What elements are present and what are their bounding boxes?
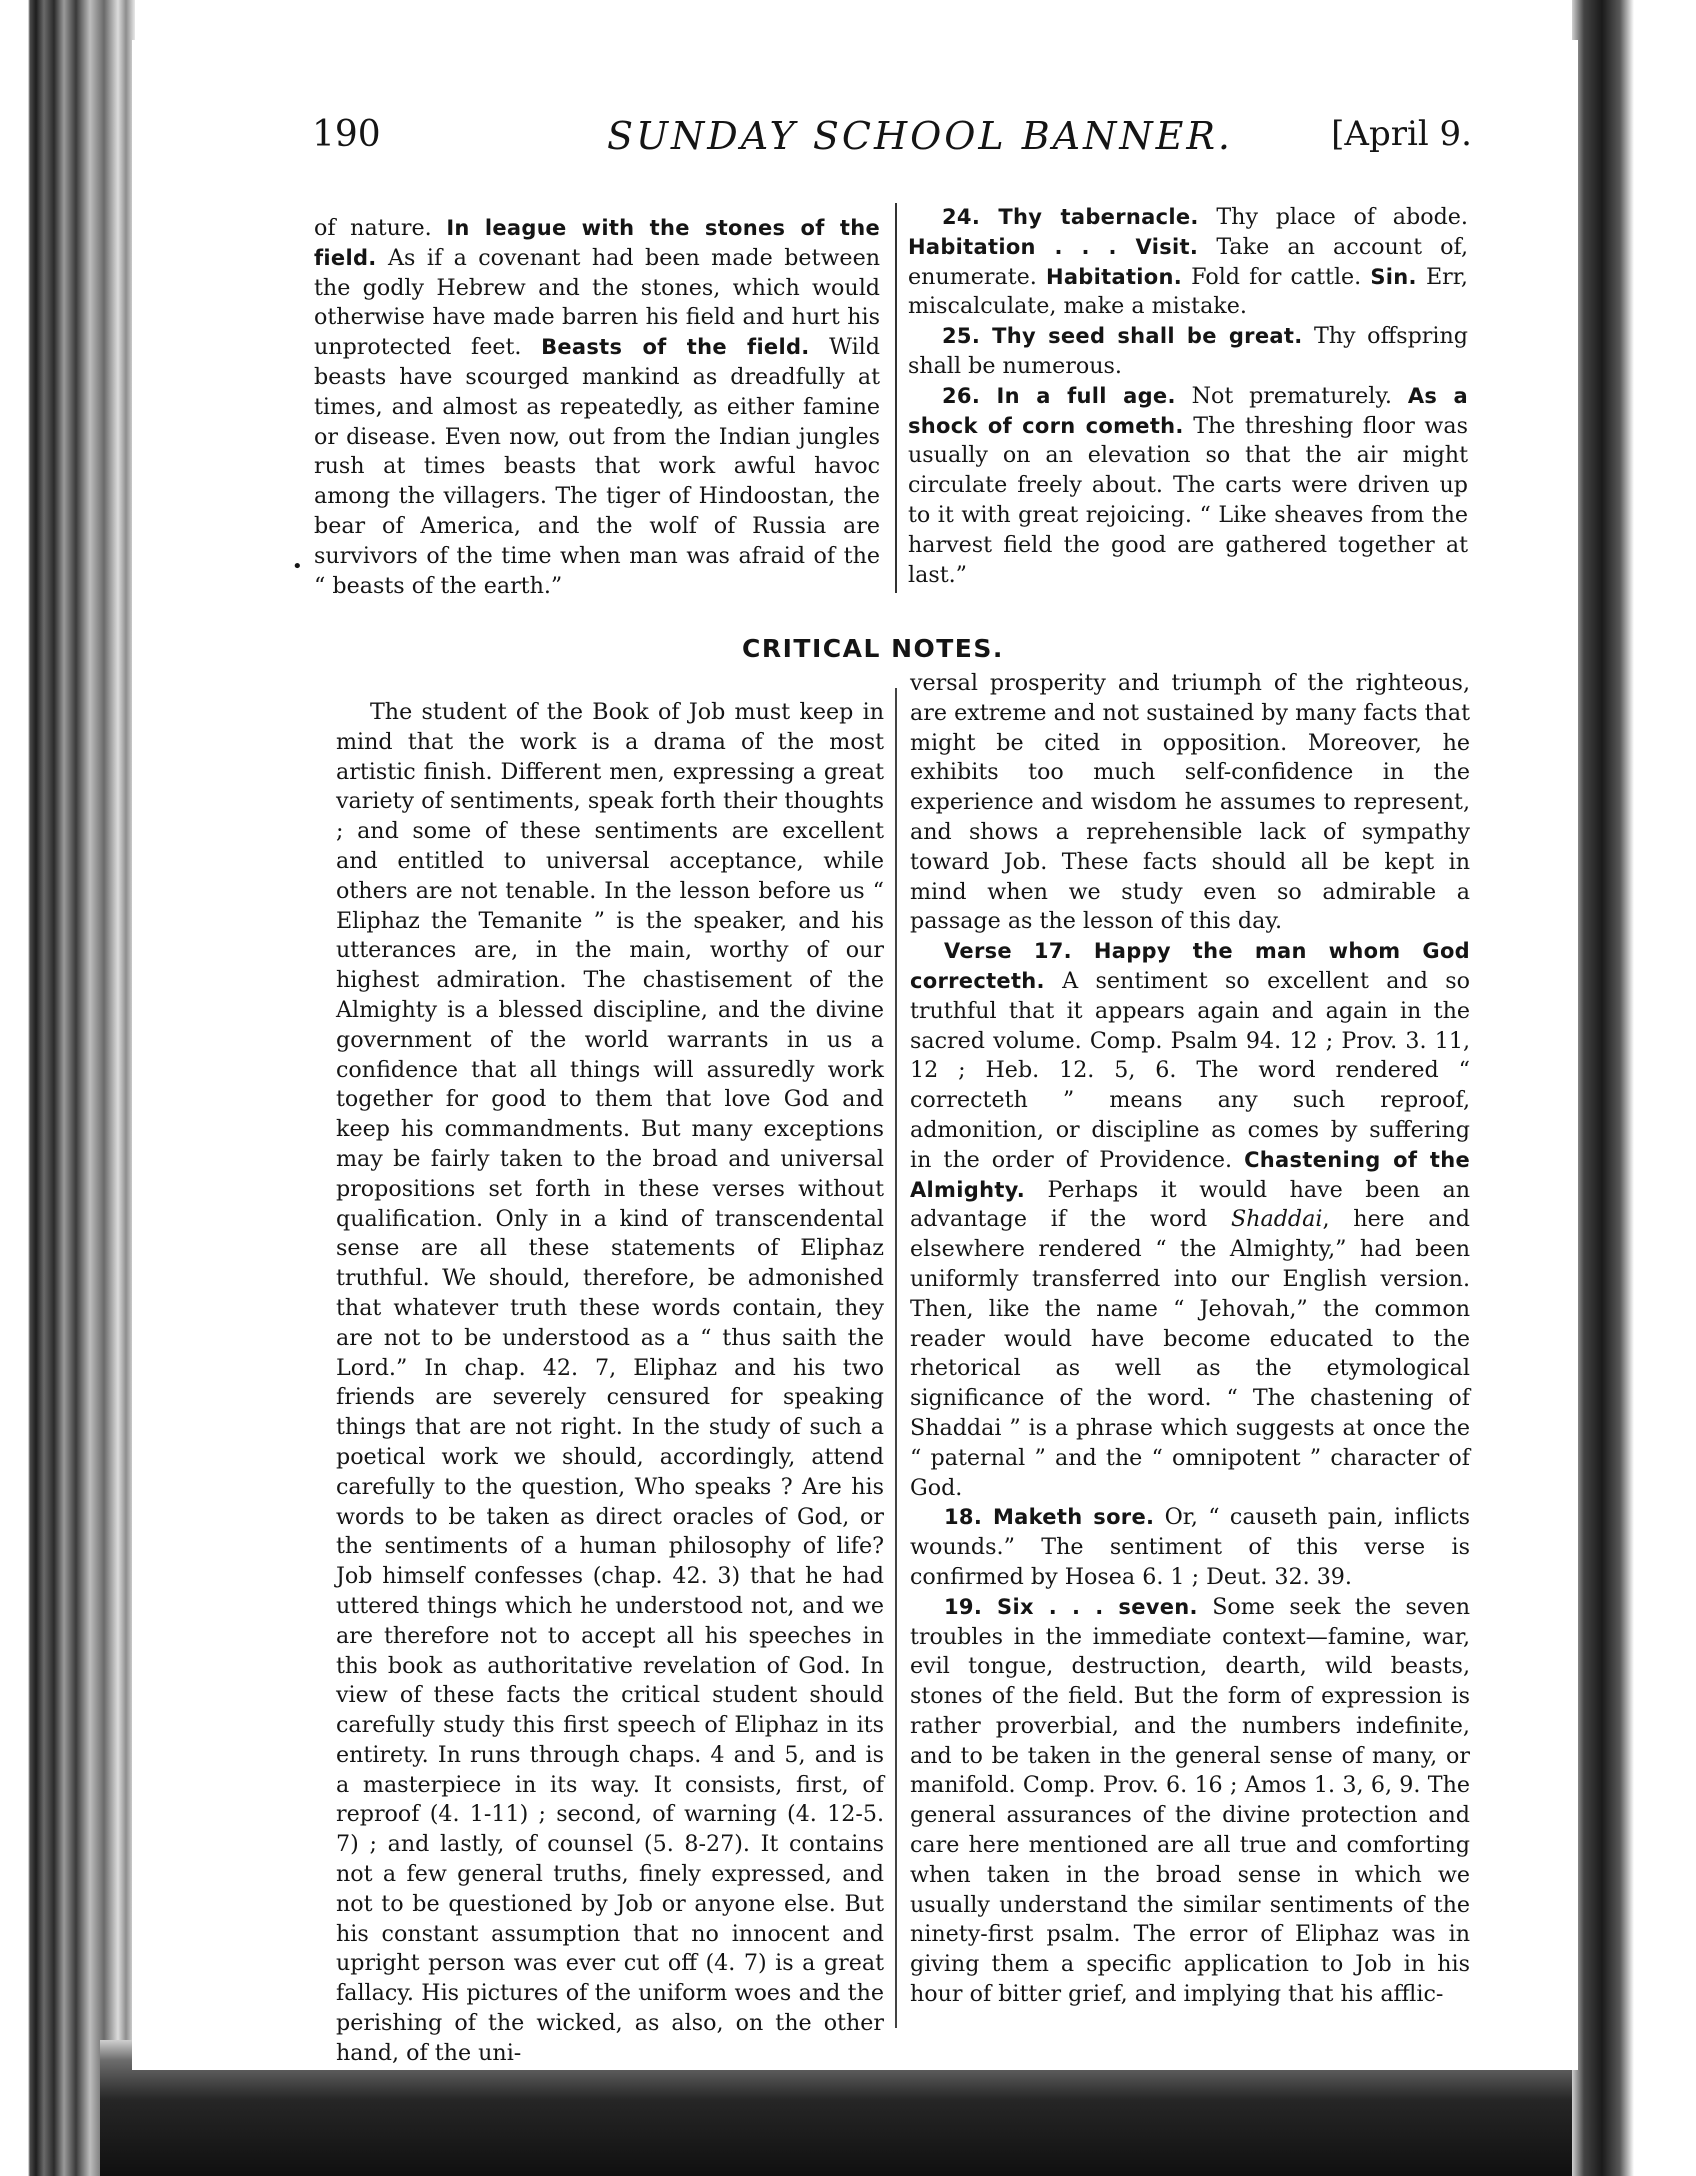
bold-lead-in: As a shock of corn cometh. (908, 383, 1469, 438)
margin-mark: • (292, 556, 303, 577)
book-right-edge (1572, 0, 1696, 2176)
bottom-right-column (910, 669, 1470, 2010)
top-left-column (314, 214, 880, 601)
paragraph (336, 698, 884, 2069)
bold-lead-in: 26. In a full age. (942, 383, 1176, 408)
bold-lead-in: 24. Thy tabernacle. (942, 205, 1199, 229)
body-text: Not prematurely. (1175, 382, 1408, 409)
body-text: Some seek the seven troubles in the immediate context—famine, war, evil tongue, destruction, dearth, wild beasts, stones of the field. But the form of expression is rather proverbial, and the numbers indefinite, and to be taken in the general sense of many, or manifold. Comp. Prov. 6. 16 ; Amos 1. 3, 6, 9. The general assurances of the divine protection and care here mentioned are all true and comforting when taken in the broad sense in which we usually understand the similar sentiments of the ninety-first psalm. The error of Eliphaz was in giving them a specific application to Job in his hour of bitter grief, and implying that his afflic- (910, 1593, 1470, 2008)
bold-lead-in: Habitation . . . Visit. (908, 234, 1199, 259)
bold-lead-in: 25. Thy seed shall be great. (942, 324, 1303, 349)
body-text: Perhaps it would have been an advantage if the word (910, 1176, 1470, 1233)
body-text: , here and elsewhere rendered “ the Almighty,” had been uniformly transferred into our English version. Then, like the name “ Jehovah,” the common reader would have become educated to the rhetorical as well as the etymological significance of the word. “ The chastening of Shaddai ” is a phrase which suggests at once the “ paternal ” and the “ omnipotent ” character of God. (910, 1206, 1470, 1501)
paragraph (314, 214, 880, 601)
page-number: 190 (312, 114, 381, 155)
bold-lead-in: 19. Six . . . seven. (944, 1594, 1198, 1619)
bold-lead-in: 18. Maketh sore. (944, 1505, 1155, 1530)
top-right-column (908, 203, 1468, 590)
bold-lead-in: Chastening of the Almighty. (910, 1147, 1471, 1202)
body-text: Or, “ causeth pain, inflicts wounds.” The sentiment of this verse is confirmed by Hosea 6. 1 ; Deut. 32. 39. (910, 1504, 1471, 1590)
body-text: A sentiment so excellent and so truthful that it appears again and again in the sacred volume. Comp. Psalm 94. 12 ; Prov. 3. 11, 12 ; Heb. 12. 5, 6. The word rendered “ correcteth ” means any such reproof, admonition, or discipline as comes by suffering in the order of Providence. (910, 967, 1470, 1173)
paragraph (910, 669, 1470, 937)
bold-lead-in: Beasts of the field. (541, 335, 810, 360)
section-heading: CRITICAL NOTES. (742, 634, 1004, 663)
body-text: The threshing floor was usually on an elevation so that the air might circulate freely about. The carts were driven up to it with great rejoicing. “ Like sheaves from the harvest field the good are gathered together at last.” (908, 412, 1468, 588)
bold-lead-in: Habitation. (1045, 264, 1183, 289)
book-binding-edge (0, 0, 135, 2176)
bold-lead-in: In league with the stones of the field. (314, 216, 880, 270)
body-text: of nature. (314, 215, 447, 241)
italic-term: Shaddai (1231, 1206, 1323, 1233)
paragraph (908, 382, 1468, 591)
body-text: Take an account of, enumerate. (908, 233, 1468, 290)
body-text: Thy place of abode. (1198, 204, 1468, 230)
body-text: Thy offspring shall be numerous. (908, 323, 1468, 379)
issue-date: [April 9. (1331, 114, 1472, 154)
body-text: As if a covenant had been made between the godly Hebrew and the stones, which would otherwise have made barren his field and hurt his unprotected feet. (314, 244, 880, 361)
bold-lead-in: Sin. (1370, 264, 1417, 289)
body-text: Wild beasts have scourged mankind as dreadfully at times, and almost as repeatedly, as either famine or disease. Even now, out from the Indian jungles rush at times beasts that work awful havoc among the villagers. The tiger of Hindoostan, the bear of America, and the wolf of Russia are survivors of the time when man was afraid of the “ beasts of the earth.” (314, 334, 880, 599)
paragraph (910, 1503, 1470, 1592)
body-text: Fold for cattle. (1182, 263, 1371, 290)
body-text: The student of the Book of Job must keep in mind that the work is a drama of the most artistic finish. Different men, expressing a great variety of sentiments, speak forth their thoughts ; and some of these sentiments are excellent and entitled to universal acceptance, while others are not tenable. In the lesson before us “ Eliphaz the Temanite ” is the speaker, and his utterances are, in the main, worthy of our highest admiration. The chastisement of the Almighty is a blessed discipline, and the divine government of the world warrants in us a confidence that all things will assuredly work together for good to them that love God and keep his commandments. But many exceptions may be fairly taken to the broad and universal propositions set forth in these verses without qualification. Only in a kind of transcendental sense are all these statements of Eliphaz truthful. We should, therefore, be admonished that whatever truth these words contain, they are not to be understood as a “ thus saith the Lord.” In chap. 42. 7, Eliphaz and his two friends are severely censured for speaking things that are not right. In the study of such a poetical work we should, accordingly, attend carefully to the question, Who speaks ? Are his words to be taken as direct oracles of God, or the sentiments of a human philosophy of life? Job himself confesses (chap. 42. 3) that he had uttered things which he understood not, and we are therefore not to accept all his speeches in this book as authoritative revelation of God. In view of these facts the critical student should carefully study this first speech of Eliphaz in its entirety. In runs through chaps. 4 and 5, and is a masterpiece in its way. It consists, first, of reproof (4. 1-11) ; second, of warning (4. 12-5. 7) ; and lastly, of counsel (5. 8-27). It contains not a few general truths, finely expressed, and not to be questioned by Job or anyone else. But his constant assumption that no innocent and upright person was ever cut off (4. 7) is a great fallacy. His pictures of the uniform woes and the perishing of the wicked, as also, on the other hand, of the uni- (336, 699, 884, 2066)
body-text: Err, miscalculate, make a mistake. (908, 263, 1468, 320)
paragraph (910, 1593, 1470, 2010)
paragraph (908, 322, 1468, 382)
bold-lead-in: Verse 17. Happy the man whom God correcteth. (910, 939, 1470, 993)
column-rule (895, 688, 897, 2028)
bottom-left-column (336, 698, 884, 2069)
column-rule (895, 203, 897, 593)
paragraph (910, 937, 1470, 1503)
running-title: SUNDAY SCHOOL BANNER. (607, 114, 1234, 158)
running-header (312, 114, 1472, 184)
paragraph (908, 203, 1468, 322)
body-text: versal prosperity and triumph of the righteous, are extreme and not sustained by many facts that might be cited in opposition. Moreover, he exhibits too much self-confidence in the experience and wisdom he assumes to represent, and shows a reprehensible lack of sympathy toward Job. These facts should all be kept in mind when we study even so admirable a passage as the lesson of this day. (910, 670, 1470, 935)
